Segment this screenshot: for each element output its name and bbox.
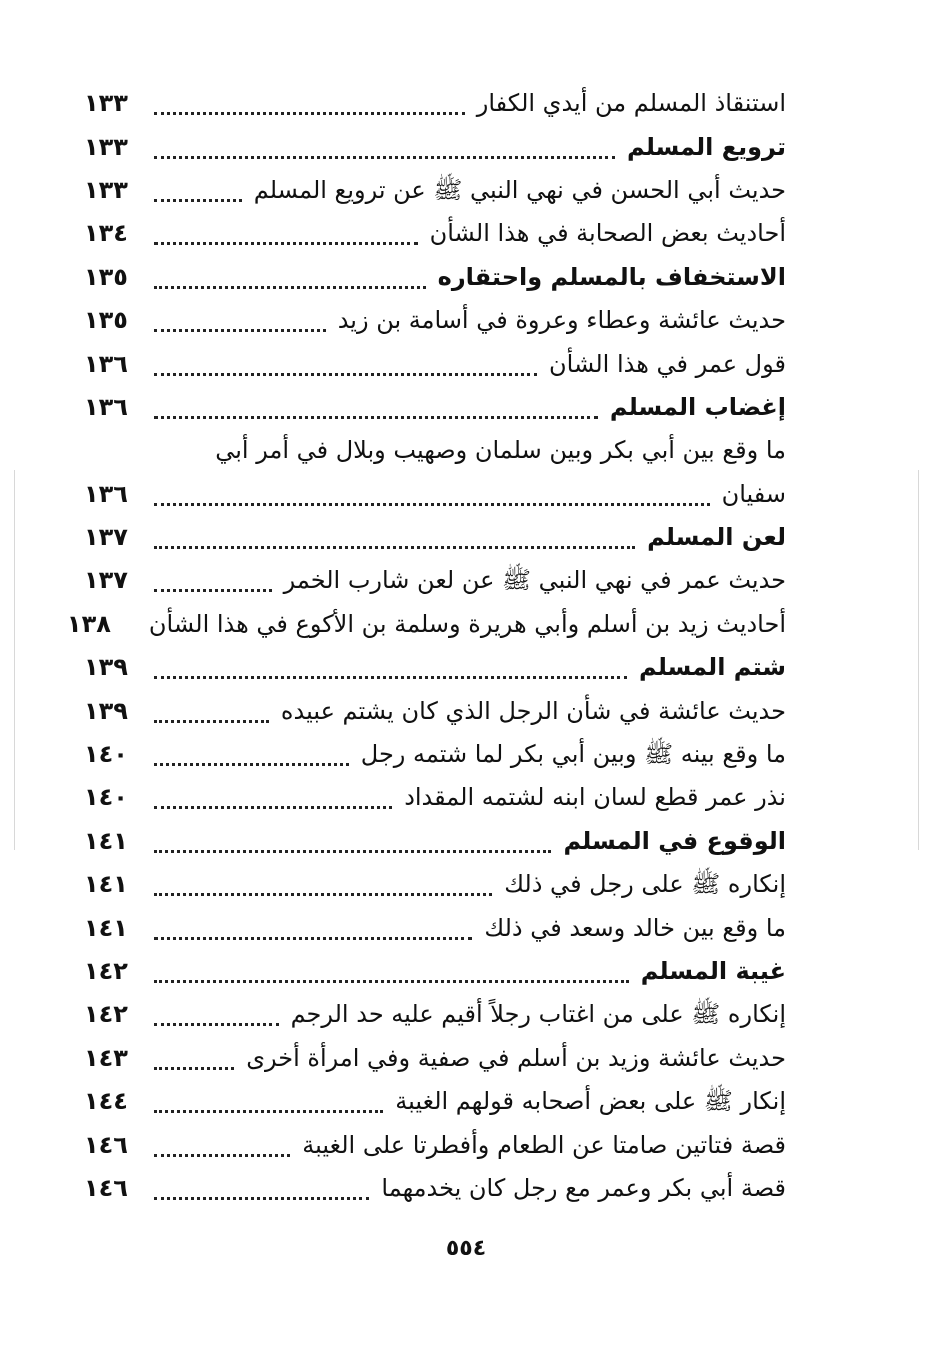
toc-page-number: ١٣٦ [84, 392, 128, 421]
toc-section-heading [84, 125, 786, 168]
toc-entry [84, 82, 786, 125]
toc-page-number: ١٤١ [84, 913, 128, 942]
toc-page-number: ١٣٨ [66, 609, 111, 638]
toc-entry [84, 429, 786, 472]
dot-leader [154, 1167, 369, 1210]
toc-page-number: ١٤٠ [84, 783, 128, 812]
dot-leader [154, 820, 551, 863]
toc-entry-title: حديث عائشة وعطاء وعروة في أسامة بن زيد [337, 306, 786, 335]
toc-entry [84, 473, 786, 516]
toc-page-number: ١٣٣ [84, 132, 128, 161]
toc-page-number: ١٤٠ [84, 740, 128, 769]
toc-entry-title: أحاديث بعض الصحابة في هذا الشأن [429, 219, 786, 248]
toc-section-heading [84, 820, 786, 863]
dot-leader [154, 733, 349, 776]
dot-leader [154, 343, 537, 386]
toc-entry-title: إنكاره ﷺ على رجل في ذلك [504, 870, 786, 899]
toc-entry [84, 906, 786, 949]
toc-entry-title: أحاديث زيد بن أسلم وأبي هريرة وسلمة بن الأكوع في هذا الشأن [148, 609, 786, 638]
toc-page-number: ١٤٤ [84, 1087, 128, 1116]
dot-leader [154, 386, 598, 429]
scan-edge-line-left [14, 470, 15, 850]
toc-entry [84, 863, 786, 906]
toc-section-heading [84, 386, 786, 429]
toc-page-number: ١٣٧ [84, 566, 128, 595]
dot-leader [154, 907, 472, 950]
toc-entry [84, 993, 786, 1036]
dot-leader [154, 1037, 234, 1080]
toc-entry [84, 212, 786, 255]
toc-entry [84, 1080, 786, 1123]
toc-page-number: ١٣٧ [84, 523, 128, 552]
toc-page-number: ١٣٦ [84, 479, 128, 508]
toc-entry [84, 776, 786, 819]
dot-leader [154, 473, 710, 516]
toc-entry-title: إنكار ﷺ على بعض أصحابه قولهم الغيبة [395, 1087, 786, 1116]
dot-leader [154, 256, 426, 299]
toc-entry-title: إنكاره ﷺ على من اغتاب رجلاً أقيم عليه حد الرجم [290, 1000, 786, 1029]
dot-leader [154, 82, 465, 125]
toc-page-number: ١٣٩ [84, 696, 128, 725]
toc-page-number: ١٣٥ [84, 306, 128, 335]
toc-entry-title: شتم المسلم [639, 653, 786, 682]
table-of-contents [66, 82, 786, 1210]
toc-entry-title: قصة أبي بكر وعمر مع رجل كان يخدمهما [381, 1173, 786, 1202]
toc-page-number: ١٤٢ [84, 1000, 128, 1029]
toc-entry-title: حديث عمر في نهي النبي ﷺ عن لعن شارب الخمر [283, 566, 786, 595]
toc-entry [84, 1037, 786, 1080]
toc-entry-title: لعن المسلم [647, 523, 786, 552]
dot-leader [154, 690, 269, 733]
dot-leader [154, 212, 418, 255]
toc-entry-title: نذر عمر قطع لسان ابنه لشتمه المقداد [404, 783, 786, 812]
toc-entry-title: إغضاب المسلم [609, 392, 786, 421]
page-number-footer: ٥٥٤ [445, 1236, 487, 1261]
toc-entry-title: ما وقع بين أبي بكر وبين سلمان وصهيب وبلال في أمر أبي [215, 436, 786, 465]
toc-section-heading [84, 256, 786, 299]
dot-leader [154, 126, 615, 169]
toc-entry-title: قول عمر في هذا الشأن [549, 349, 786, 378]
toc-entry [66, 603, 786, 646]
dot-leader [154, 516, 635, 559]
scan-edge-line-right [918, 470, 919, 850]
toc-entry-title: حديث عائشة وزيد بن أسلم في صفية وفي امرأة أخرى [246, 1043, 786, 1072]
toc-entry-title: حديث عائشة في شأن الرجل الذي كان يشتم عبيده [280, 696, 786, 725]
toc-page-number: ١٤٣ [84, 1043, 128, 1072]
toc-entry-title: حديث أبي الحسن في نهي النبي ﷺ عن ترويع المسلم [253, 175, 786, 204]
toc-entry [84, 1167, 786, 1210]
toc-page-number: ١٤٢ [84, 957, 128, 985]
toc-entry-title: غيبة المسلم [640, 957, 786, 985]
toc-page-number: ١٤١ [84, 826, 128, 855]
dot-leader [154, 646, 627, 689]
dot-leader [154, 1124, 290, 1167]
toc-entry-title: قصة فتاتين صامتا عن الطعام وأفطرتا على الغيبة [302, 1130, 786, 1159]
dot-leader [154, 299, 326, 342]
toc-section-heading [84, 950, 786, 993]
toc-entry-title: ما وقع بينه ﷺ وبين أبي بكر لما شتمه رجل [360, 740, 786, 769]
toc-entry [84, 689, 786, 732]
toc-page-number: ١٤٦ [84, 1130, 128, 1159]
toc-page-number: ١٣٥ [84, 262, 128, 291]
toc-section-heading [84, 646, 786, 689]
toc-entry [84, 299, 786, 342]
toc-entry [84, 169, 786, 212]
toc-entry-title: ترويع المسلم [627, 132, 786, 161]
dot-leader [154, 993, 279, 1036]
toc-entry-title: الاستخفاف بالمسلم واحتقاره [437, 262, 786, 291]
toc-entry [84, 342, 786, 385]
dot-leader [154, 169, 242, 212]
toc-page-number: ١٤٦ [84, 1173, 128, 1202]
toc-page-number: ١٤١ [84, 870, 128, 899]
toc-entry-title: ما وقع بين خالد وسعد في ذلك [484, 913, 786, 942]
toc-entry [84, 559, 786, 602]
toc-page-number: ١٣٦ [84, 349, 128, 378]
dot-leader [154, 1080, 383, 1123]
dot-leader [154, 950, 629, 993]
toc-page-number: ١٣٩ [84, 653, 128, 682]
toc-entry-title: سفيان [721, 479, 786, 508]
toc-page-number: ١٣٤ [84, 219, 128, 248]
dot-leader [154, 559, 272, 602]
dot-leader [154, 776, 392, 819]
toc-entry-title: الوقوع في المسلم [563, 826, 786, 855]
toc-entry [84, 733, 786, 776]
toc-entry-title: استنقاذ المسلم من أيدي الكفار [476, 89, 786, 118]
toc-section-heading [84, 516, 786, 559]
toc-page-number: ١٣٣ [84, 175, 128, 204]
dot-leader [154, 863, 492, 906]
toc-page-number: ١٣٣ [84, 89, 128, 118]
toc-entry [84, 1123, 786, 1166]
dot-leader [154, 429, 203, 472]
